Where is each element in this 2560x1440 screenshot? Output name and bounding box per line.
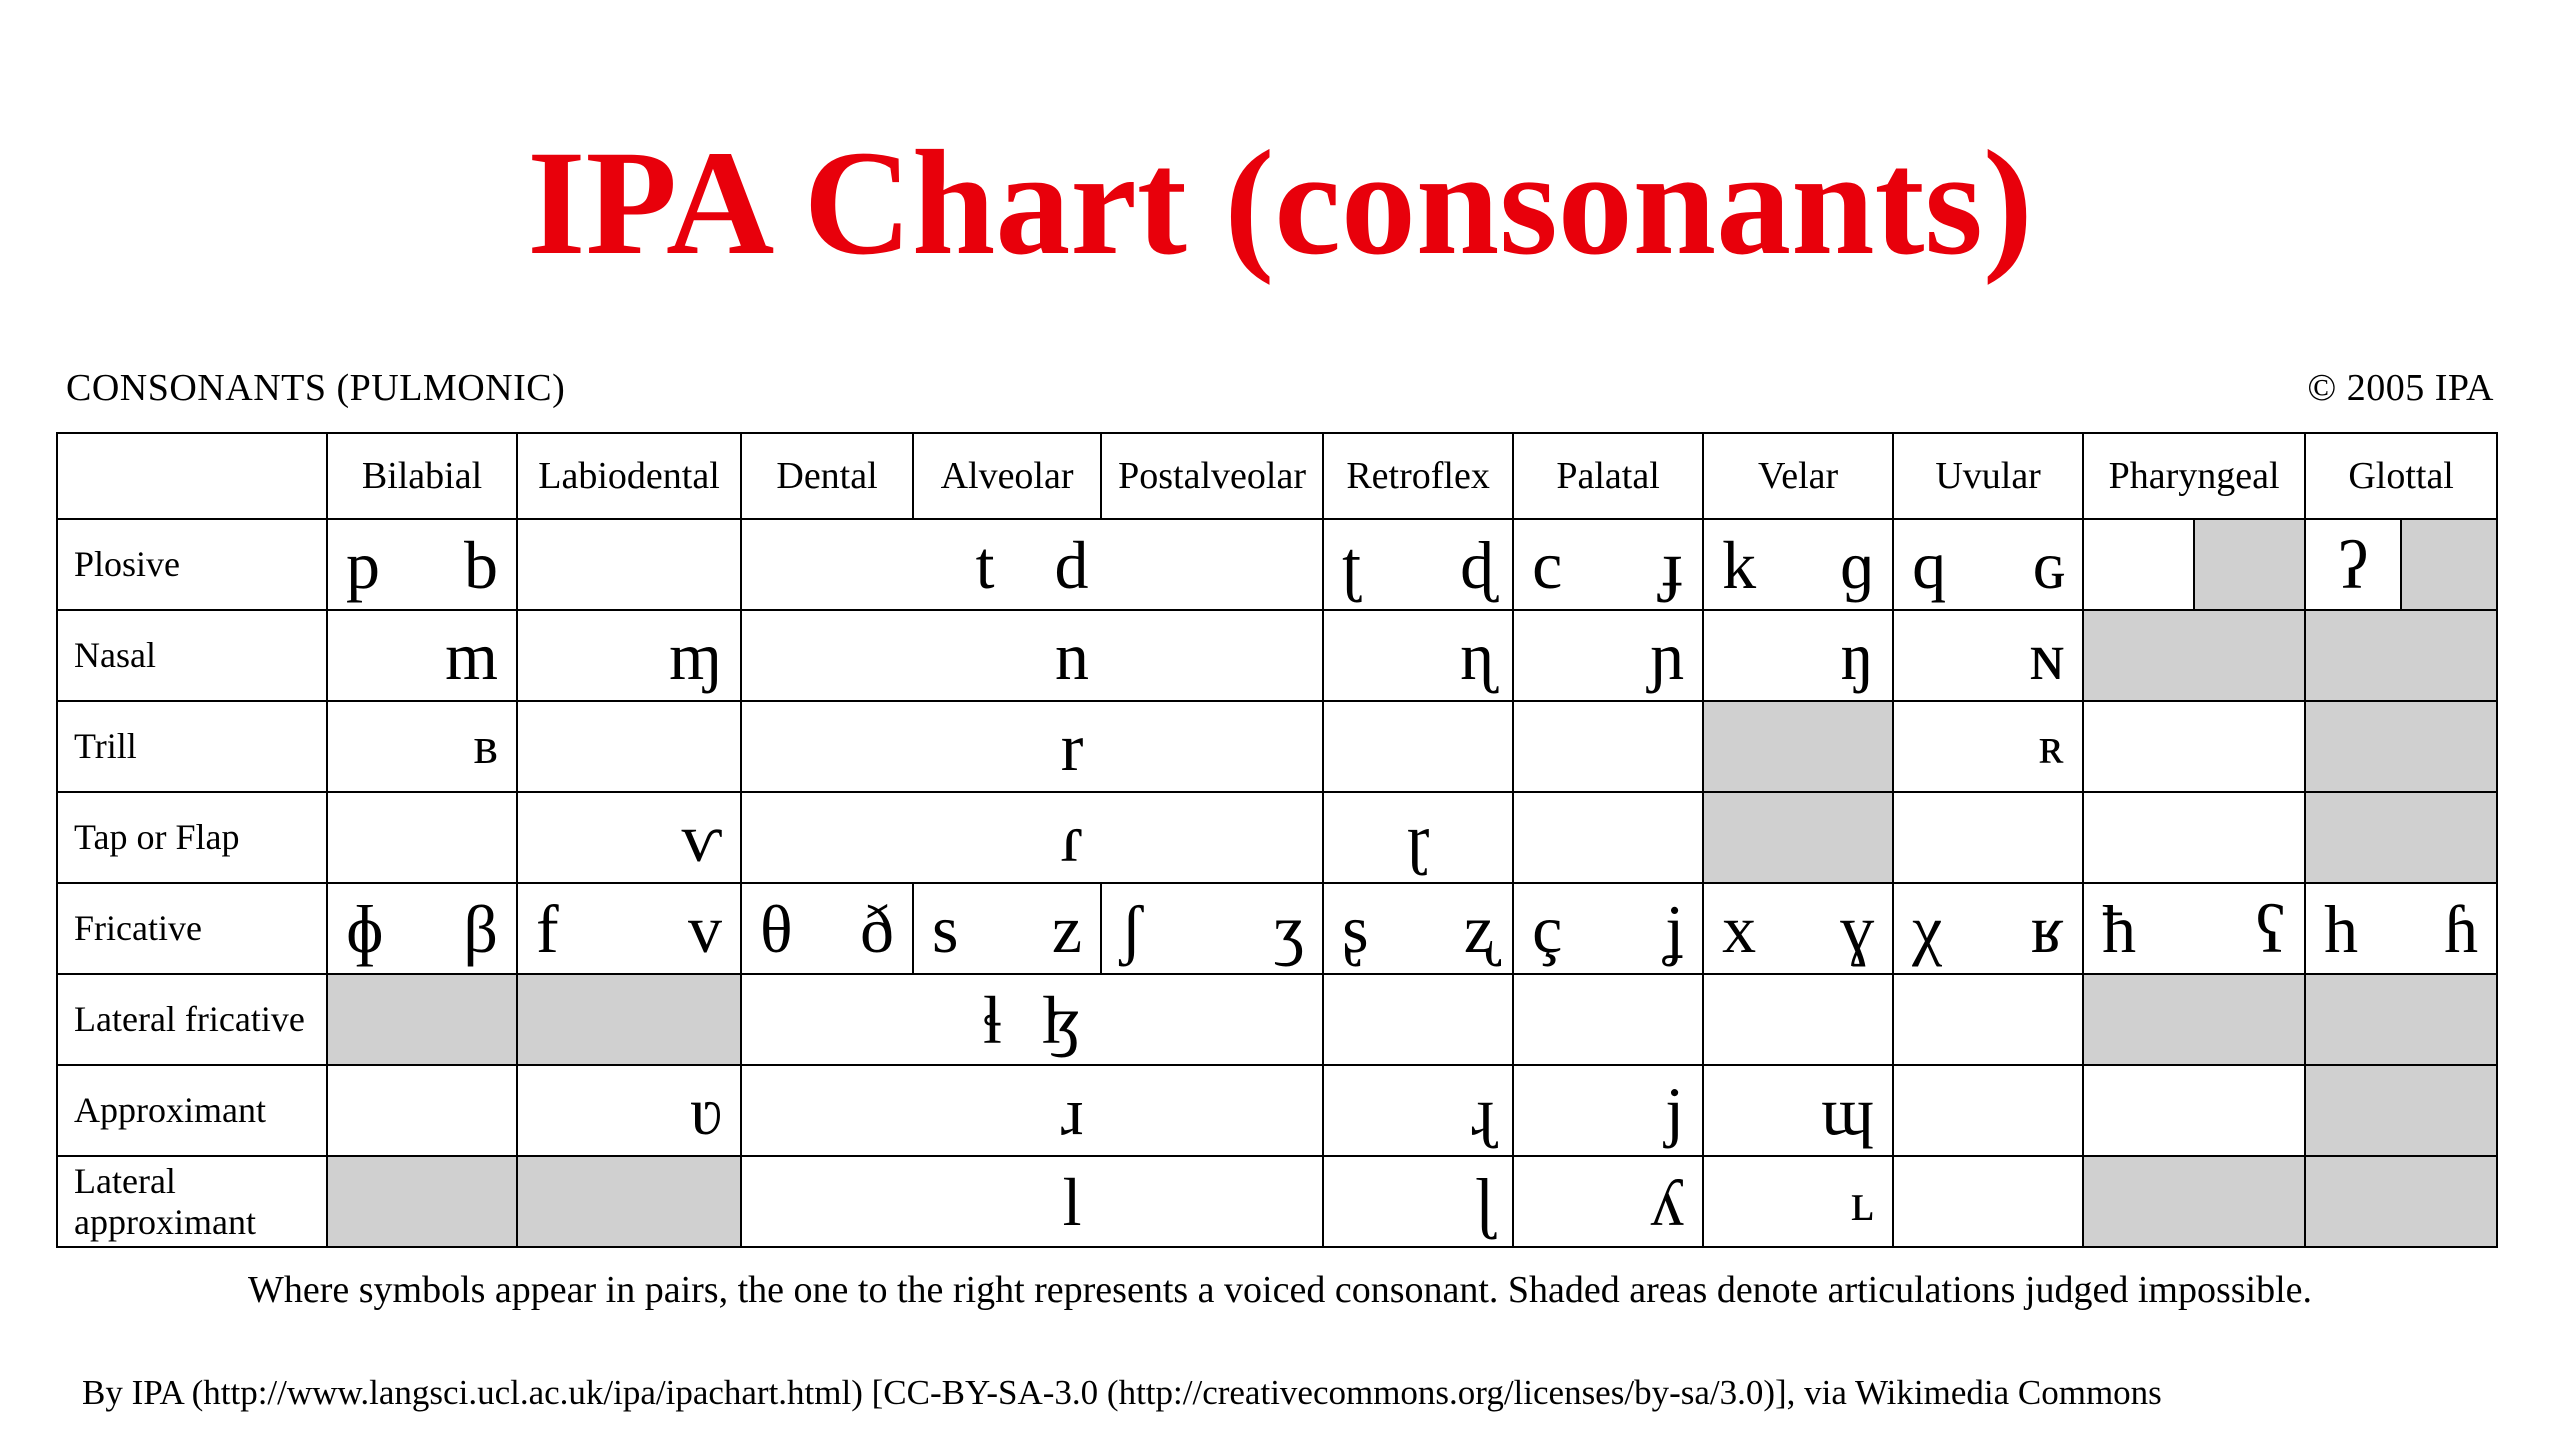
symbol: b — [464, 526, 498, 603]
cell-approx-labiodental — [517, 1065, 741, 1156]
cell-plosive-uvular — [1893, 519, 2083, 610]
cell-fricative-postalveolar — [1101, 883, 1323, 974]
cell-plosive-pharyngeal-impossible — [2194, 519, 2305, 610]
cell-tap-glottal-impossible — [2305, 792, 2497, 883]
cell-tap-uvular — [1893, 792, 2083, 883]
col-header-retroflex: Retroflex — [1323, 433, 1513, 519]
symbol: ʁ — [2030, 890, 2065, 967]
symbol: ʙ — [473, 717, 498, 775]
cell-fricative-alveolar — [913, 883, 1101, 974]
cell-nasal-palatal — [1513, 610, 1703, 701]
cell-trill-uvular — [1893, 701, 2083, 792]
cell-tap-velar-impossible — [1703, 792, 1893, 883]
symbol: ŋ — [1840, 617, 1875, 694]
cell-fricative-pharyngeal — [2083, 883, 2305, 974]
cell-plosive-glottal — [2305, 519, 2401, 610]
symbol: ħ — [2102, 890, 2137, 967]
symbol: h — [2324, 890, 2359, 967]
symbol: ɴ — [2030, 617, 2065, 694]
cell-latapprox-glottal-impossible — [2305, 1156, 2497, 1247]
symbol: ʈ — [1342, 526, 1361, 603]
row-label-plosive: Plosive — [57, 519, 327, 610]
row-label-nasal: Nasal — [57, 610, 327, 701]
cell-tap-palatal — [1513, 792, 1703, 883]
cell-fricative-dental — [741, 883, 913, 974]
cell-fricative-retroflex — [1323, 883, 1513, 974]
cell-approx-pharyngeal — [2083, 1065, 2305, 1156]
cell-trill-alveolar — [741, 701, 1323, 792]
symbol: n — [1055, 617, 1090, 694]
symbol: ɲ — [1650, 617, 1685, 694]
col-header-glottal: Glottal — [2305, 433, 2497, 519]
cell-latapprox-bilabial-impossible — [327, 1156, 517, 1247]
row-tap — [57, 792, 2497, 883]
symbol: p — [346, 526, 380, 603]
cell-nasal-pharyngeal-impossible — [2083, 610, 2305, 701]
symbol: ɖ — [1460, 526, 1495, 603]
cell-nasal-labiodental — [517, 610, 741, 701]
symbol: ɢ — [2033, 526, 2065, 603]
cell-latfric-velar — [1703, 974, 1893, 1065]
cell-nasal-retroflex — [1323, 610, 1513, 701]
symbol: β — [463, 890, 498, 967]
cell-nasal-alveolar — [741, 610, 1323, 701]
ipa-consonant-table — [56, 432, 2498, 1248]
symbol: ʐ — [1463, 890, 1495, 967]
cell-plosive-velar — [1703, 519, 1893, 610]
cell-approx-alveolar — [741, 1065, 1323, 1156]
symbol: ɡ — [1840, 526, 1875, 603]
cell-plosive-retroflex — [1323, 519, 1513, 610]
symbol: ʀ — [2038, 717, 2065, 775]
symbol: m — [445, 617, 498, 694]
row-label-fricative: Fricative — [57, 883, 327, 974]
row-label-tap: Tap or Flap — [57, 792, 327, 883]
cell-fricative-velar — [1703, 883, 1893, 974]
col-header-alveolar: Alveolar — [913, 433, 1101, 519]
symbol: c — [1532, 526, 1563, 603]
cell-approx-glottal-impossible — [2305, 1065, 2497, 1156]
symbol: ʎ — [1650, 1163, 1685, 1240]
symbol: ɣ — [1840, 890, 1875, 967]
row-lateral-fricative — [57, 974, 2497, 1065]
cell-plosive-glottal-impossible — [2401, 519, 2497, 610]
row-plosive — [57, 519, 2497, 610]
symbol: ʃ — [1120, 890, 1143, 967]
col-header-postalveolar: Postalveolar — [1101, 433, 1323, 519]
cell-latapprox-velar — [1703, 1156, 1893, 1247]
cell-tap-bilabial — [327, 792, 517, 883]
cell-latfric-glottal-impossible — [2305, 974, 2497, 1065]
symbol: ɟ — [1661, 526, 1685, 603]
symbol: s — [932, 890, 959, 967]
symbol: ɬ — [982, 981, 1002, 1058]
symbol: x — [1722, 890, 1757, 967]
cell-fricative-bilabial — [327, 883, 517, 974]
cell-latfric-palatal — [1513, 974, 1703, 1065]
cell-trill-bilabial — [327, 701, 517, 792]
cell-trill-velar-impossible — [1703, 701, 1893, 792]
symbol: ɽ — [1406, 799, 1430, 876]
symbol: ʒ — [1273, 890, 1305, 967]
row-trill — [57, 701, 2497, 792]
symbol: t — [975, 526, 995, 603]
col-header-pharyngeal: Pharyngeal — [2083, 433, 2305, 519]
symbol: r — [1060, 708, 1084, 785]
col-header-bilabial: Bilabial — [327, 433, 517, 519]
chart-footnote: Where symbols appear in pairs, the one to the right represents a voiced consonant. Shaded areas denote articulations judged impossible. — [247, 1269, 2313, 1311]
cell-tap-pharyngeal — [2083, 792, 2305, 883]
symbol: θ — [760, 890, 793, 967]
cell-plosive-pharyngeal-voiceless — [2083, 519, 2194, 610]
row-label-trill: Trill — [57, 701, 327, 792]
cell-trill-labiodental — [517, 701, 741, 792]
cell-approx-velar — [1703, 1065, 1893, 1156]
col-header-uvular: Uvular — [1893, 433, 2083, 519]
row-nasal — [57, 610, 2497, 701]
row-label-lateral-approximant: Lateral approximant — [57, 1156, 327, 1247]
row-approximant — [57, 1065, 2497, 1156]
symbol: k — [1722, 526, 1757, 603]
symbol: ɹ — [1060, 1072, 1084, 1149]
col-header-velar: Velar — [1703, 433, 1893, 519]
symbol: ɳ — [1460, 617, 1495, 694]
symbol: l — [1062, 1163, 1082, 1240]
cell-fricative-glottal — [2305, 883, 2497, 974]
page-title: IPA Chart (consonants) — [527, 120, 2033, 286]
symbol: ç — [1532, 890, 1563, 967]
cell-approx-palatal — [1513, 1065, 1703, 1156]
chart-caption: CONSONANTS (PULMONIC) — [66, 367, 566, 409]
symbol: ʂ — [1342, 890, 1369, 967]
cell-approx-uvular — [1893, 1065, 2083, 1156]
col-header-palatal: Palatal — [1513, 433, 1703, 519]
cell-latapprox-uvular — [1893, 1156, 2083, 1247]
cell-tap-retroflex — [1323, 792, 1513, 883]
row-lateral-approximant — [57, 1156, 2497, 1247]
cell-nasal-velar — [1703, 610, 1893, 701]
symbol: j — [1665, 1072, 1685, 1149]
copyright-notice: © 2005 IPA — [2307, 367, 2494, 409]
cell-tap-alveolar — [741, 792, 1323, 883]
cell-nasal-bilabial — [327, 610, 517, 701]
cell-trill-pharyngeal — [2083, 701, 2305, 792]
cell-latfric-labiodental-impossible — [517, 974, 741, 1065]
cell-nasal-glottal-impossible — [2305, 610, 2497, 701]
cell-latapprox-retroflex — [1323, 1156, 1513, 1247]
cell-fricative-palatal — [1513, 883, 1703, 974]
cell-latapprox-alveolar — [741, 1156, 1323, 1247]
symbol: χ — [1912, 890, 1943, 967]
symbol: ⱱ — [681, 799, 723, 876]
cell-latapprox-labiodental-impossible — [517, 1156, 741, 1247]
row-label-approximant: Approximant — [57, 1065, 327, 1156]
symbol: ʕ — [2255, 890, 2287, 967]
row-fricative — [57, 883, 2497, 974]
cell-trill-palatal — [1513, 701, 1703, 792]
attribution-credit: By IPA (http://www.langsci.ucl.ac.uk/ipa/ipachart.html) [CC-BY-SA-3.0 (http://creativecommons.org/licenses/by-sa/3.0)], via Wikimedia Commons — [82, 1373, 2162, 1412]
symbol: d — [1054, 526, 1089, 603]
symbol: ɦ — [2444, 890, 2479, 967]
col-header-labiodental: Labiodental — [517, 433, 741, 519]
symbol: ʔ — [2338, 526, 2369, 603]
cell-latfric-uvular — [1893, 974, 2083, 1065]
symbol: ɮ — [1041, 981, 1082, 1058]
cell-plosive-palatal — [1513, 519, 1703, 610]
symbol: f — [536, 890, 559, 967]
cell-latfric-pharyngeal-impossible — [2083, 974, 2305, 1065]
symbol: ɾ — [1060, 799, 1084, 876]
cell-fricative-labiodental — [517, 883, 741, 974]
symbol: ð — [860, 890, 895, 967]
cell-approx-bilabial — [327, 1065, 517, 1156]
cell-plosive-bilabial — [327, 519, 517, 610]
symbol: ɱ — [669, 617, 723, 694]
col-header-dental: Dental — [741, 433, 913, 519]
cell-latapprox-palatal — [1513, 1156, 1703, 1247]
cell-nasal-uvular — [1893, 610, 2083, 701]
cell-fricative-uvular — [1893, 883, 2083, 974]
cell-latapprox-pharyngeal-impossible — [2083, 1156, 2305, 1247]
cell-tap-labiodental — [517, 792, 741, 883]
symbol: ɰ — [1821, 1072, 1875, 1149]
cell-latfric-bilabial-impossible — [327, 974, 517, 1065]
symbol: ɻ — [1471, 1072, 1495, 1149]
row-label-lateral-fricative: Lateral fricative — [57, 974, 327, 1065]
symbol: ɭ — [1475, 1163, 1495, 1240]
cell-trill-retroflex — [1323, 701, 1513, 792]
cell-latfric-retroflex — [1323, 974, 1513, 1065]
symbol: q — [1912, 526, 1947, 603]
symbol: v — [688, 890, 723, 967]
symbol: ʝ — [1665, 890, 1685, 967]
symbol: ɸ — [346, 890, 384, 967]
cell-latfric-alveolar — [741, 974, 1323, 1065]
table-corner — [57, 433, 327, 519]
cell-trill-glottal-impossible — [2305, 701, 2497, 792]
cell-approx-retroflex — [1323, 1065, 1513, 1156]
symbol: ʟ — [1850, 1171, 1875, 1232]
cell-plosive-alveolar — [741, 519, 1323, 610]
symbol: ʋ — [690, 1072, 723, 1149]
symbol: z — [1051, 890, 1083, 967]
cell-plosive-labiodental — [517, 519, 741, 610]
